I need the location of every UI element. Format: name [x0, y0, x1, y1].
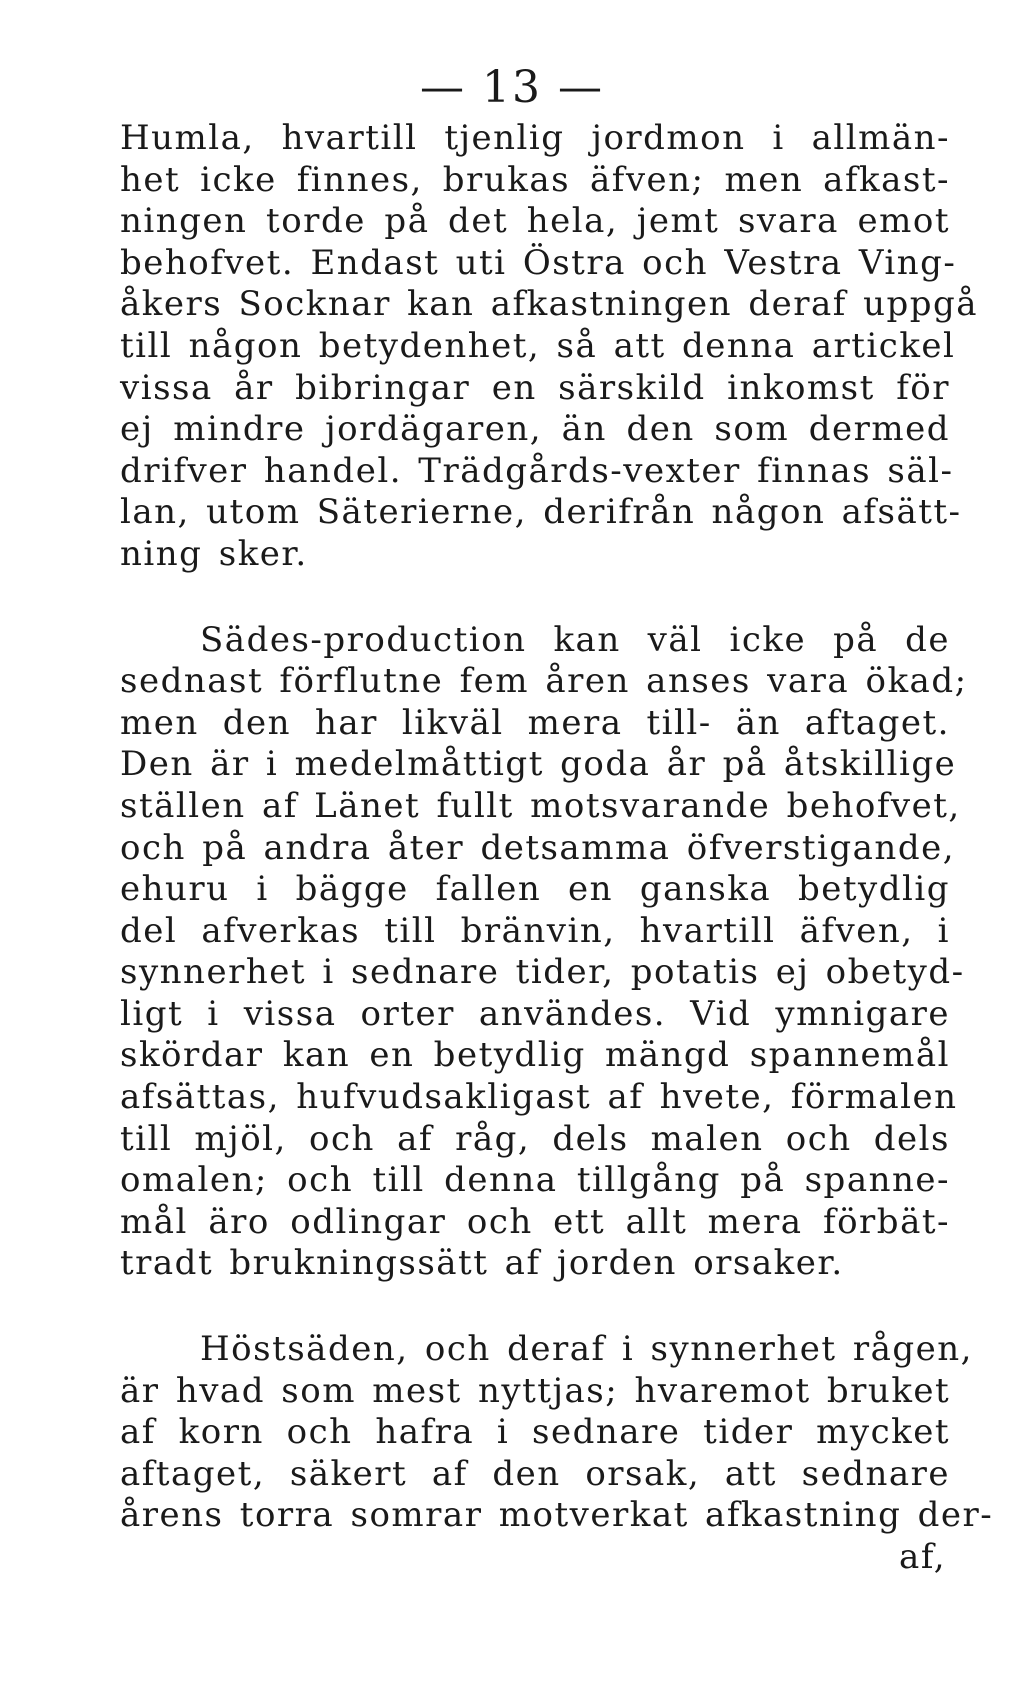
- text-line: till någon betydenhet, så att denna artickel: [120, 325, 956, 366]
- text-line: skördar kan en betydlig mängd spannemål: [120, 1035, 950, 1076]
- paragraph-gap: [120, 576, 950, 620]
- text-line: af korn och hafra i sednare tider mycket: [120, 1412, 950, 1453]
- page-body: [120, 118, 994, 1579]
- paragraph-2: [120, 619, 968, 1286]
- page-number-header: — 13 —: [420, 62, 604, 113]
- text-line: ställen af Länet fullt motsvarande behofvet,: [120, 785, 961, 826]
- text-line: och på andra åter detsamma öfverstigande,: [120, 827, 956, 868]
- text-line: Höstsäden, och deraf i synnerhet rågen,: [200, 1329, 973, 1370]
- text-line: lan, utom Säterierne, derifrån någon afsätt-: [120, 492, 962, 533]
- paragraph-1: [120, 118, 979, 576]
- text-line: är hvad som mest nyttjas; hvaremot bruket: [120, 1370, 951, 1411]
- text-line: synnerhet i sednare tider, potatis ej obetyd-: [120, 952, 965, 993]
- text-line: ningen torde på det hela, jemt svara emot: [120, 201, 950, 242]
- catchword: af,: [899, 1537, 946, 1577]
- text-line: ej mindre jordägaren, än den som dermed: [120, 409, 950, 450]
- paragraph-3: [120, 1329, 994, 1537]
- text-line: mål äro odlingar och ett allt mera förbät-: [120, 1201, 950, 1242]
- text-line: men den har likväl mera till- än aftaget.: [120, 702, 950, 743]
- paragraph-gap: [120, 1285, 950, 1329]
- text-line: aftaget, säkert af den orsak, att sednare: [120, 1453, 950, 1494]
- text-line: omalen; och till denna tillgång på spanne-: [120, 1160, 950, 1201]
- text-line: ning sker.: [120, 533, 308, 574]
- text-line: tradt brukningssätt af jorden orsaker.: [120, 1243, 844, 1284]
- text-line: Den är i medelmåttigt goda år på åtskillige: [120, 744, 957, 785]
- text-line: ligt i vissa orter användes. Vid ymnigare: [120, 993, 950, 1034]
- text-line: årens torra somrar motverkat afkastning der-: [120, 1495, 994, 1536]
- text-line: åkers Socknar kan afkastningen deraf uppgå: [120, 284, 979, 325]
- text-line: sednast förflutne fem åren anses vara ökad;: [120, 661, 968, 702]
- text-line: het icke finnes, brukas äfven; men afkast-: [120, 159, 950, 200]
- text-line: vissa år bibringar en särskild inkomst för: [120, 367, 950, 408]
- text-line: behofvet. Endast uti Östra och Vestra Ving-: [120, 242, 957, 283]
- text-line: Sädes-production kan väl icke på de: [200, 619, 950, 660]
- text-line: ehuru i bägge fallen en ganska betydlig: [120, 869, 950, 910]
- text-line: Humla, hvartill tjenlig jordmon i allmän-: [120, 118, 950, 158]
- text-line: drifver handel. Trädgårds-vexter finnas säl-: [120, 450, 954, 491]
- text-line: afsättas, hufvudsakligast af hvete, förmalen: [120, 1077, 958, 1118]
- text-line: del afverkas till bränvin, hvartill äfven, i: [120, 910, 950, 951]
- text-line: till mjöl, och af råg, dels malen och dels: [120, 1118, 950, 1159]
